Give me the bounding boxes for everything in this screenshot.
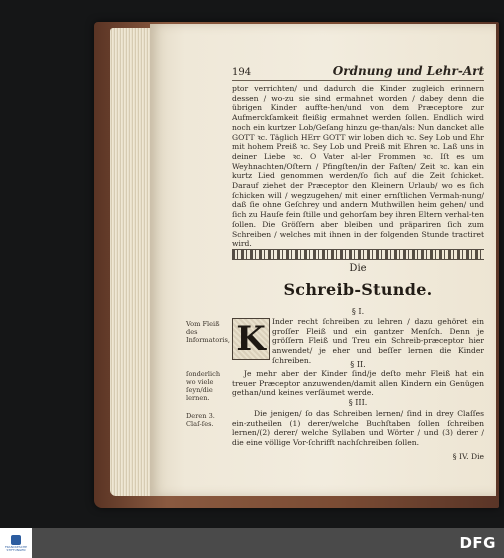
library-logo[interactable] [0, 528, 32, 558]
running-title: Ordnung und Lehr-Art [332, 64, 484, 78]
section-die: Die [349, 263, 367, 274]
section-title: Schreib-Stunde. [283, 280, 433, 299]
paragraph-top: ptor verrichten/ und dadurch die Kinder zugleich erinnern dessen / wo-zu sie sind ermahnet worden / dabey denn die übrigen Kinder auffte-hen/und von dem Præceptore zur Aufmerckſamkeit fleißig ermahnet werden ſollen. Endlich wird noch ein kurtzer Lob/Geſang hinzu ge-than/als: Nun dancket alle GOTT ꝛc. Täglich HErr GOTT wir loben dich ꝛc. Sey Lob und Ehr mit hohem Preiß ꝛc. Sey Lob und Preiß mit Ehren ꝛc. Laß uns in deiner Liebe ꝛc. O Vater al-ler Frommen ꝛc. Iſt es um Weyhnachten/Oſtern / Pfingſten/in der Faſten/ Zeit ꝛc. kan ein kurtz Lied genommen werden/ſo ſich auf die Zeit ſchicket. Darauf ziehet der Præceptor den Kleinern Urlaub/ wo es ſich ſchicken will / wegzugehen/ mit einer ernſtlichen Vermah-nung/ daß ſie ohne Geſchrey und andern Muthwillen heim gehen/ und ſich zu Hauſe fein ſtille und gehorſam bey ihren Eltern verhal-ten ſollen. Die Gröſſern aber bleiben und präpariren ſich zum Schreiben / welches mit ihnen in der folgenden Stunde tractiret wird. [232, 84, 484, 249]
drop-cap: K [232, 318, 270, 360]
paragraph-3: Die jenigen/ ſo das Schreiben lernen/ ſind in drey Claſſes ein-zutheilen (1) derer/welche Buchſtaben ſollen ſchreiben lernen/(2) derer/ welche Syllaben und Wörter / und (3) derer / die eine völlige Vor-ſchrifft nachſchreiben ſollen. [232, 409, 484, 448]
viewer-footer [0, 528, 504, 558]
library-logo-text: FRANCKESCHE STIFTUNGEN [4, 544, 28, 552]
paragraph-2: Je mehr aber der Kinder ſind/je deſto mehr Fleiß hat ein treuer Præceptor anzuwenden/damit allen Kindern ein Genügen gethan/und keines verſäumet werde. [232, 369, 484, 398]
paragraph-1: Inder recht ſchreiben zu lehren / dazu gehöret ein groſſer Fleiß und ein gantzer Menſch. Denn je gröſſern Fleiß und Treu ein Schreib-præceptor hier anwendet/ je eher und beſſer lernen die Kinder ſchreiben. [272, 317, 484, 365]
section-mark-2: § II. [350, 360, 366, 369]
library-emblem-icon [11, 535, 21, 545]
section-mark-3: § III. [348, 398, 368, 407]
section-mark-1: § I. [351, 307, 365, 316]
margin-note-2: ſonderlich wo viele ſeyn/die lernen. [186, 370, 221, 402]
dfg-logo[interactable]: DFG [459, 534, 496, 552]
margin-note-1: Vom Fleiß des Informatoris, [186, 320, 230, 344]
margin-note-3: Deren 3. Claſ-ſes. [186, 412, 215, 428]
ornament-rule [232, 249, 484, 260]
catchword: § IV. Die [452, 452, 484, 461]
page-number: 194 [232, 67, 252, 78]
running-header [232, 64, 484, 81]
